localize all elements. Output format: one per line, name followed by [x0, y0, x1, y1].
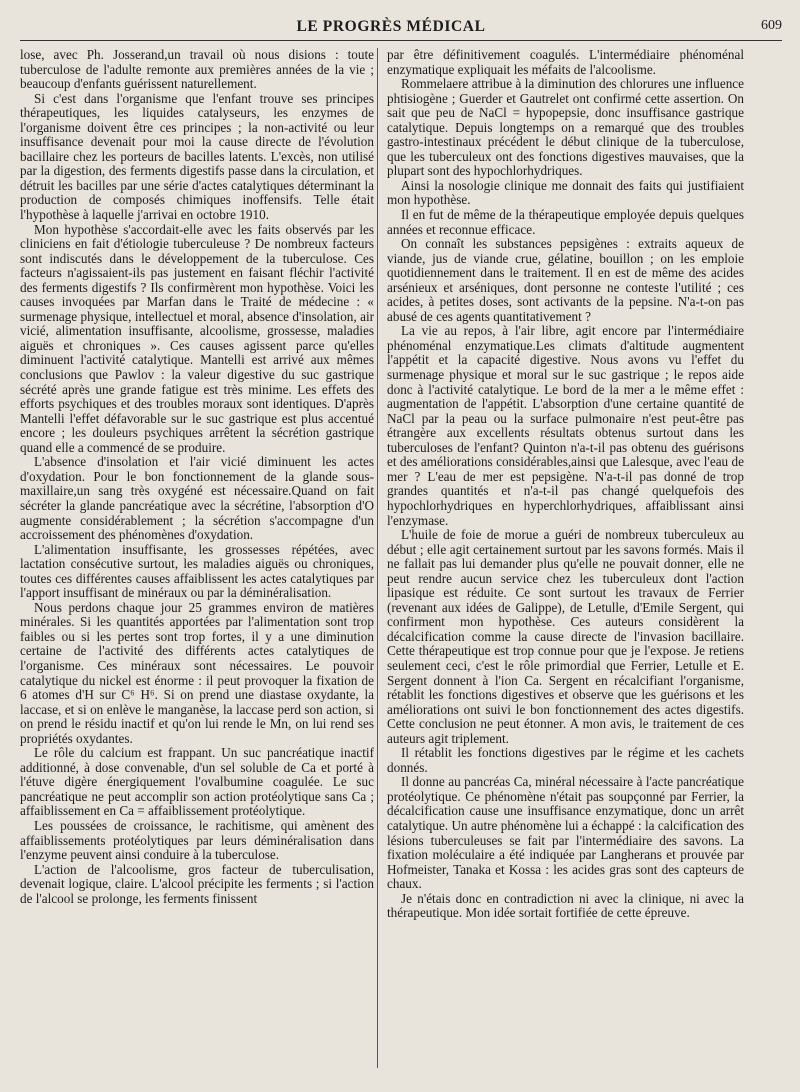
paragraph: La vie au repos, à l'air libre, agit encore par l'intermédiaire phénoménal enzymatique.Les climats d'altitude augmentent l'appétit et la capacité digestive. Nous avons vu l'effet du surmenage physique et moral sur le suc gastrique ; le repos aide donc à l'activité catalytique. Le bord de la mer a le même effet : augmentation de l'appétit. L'absorption d'une certaine quantité de NaCl par la peau ou la surface pulmonaire n'est peut-être pas étrangère aux excellents résultats obtenus surtout dans les tuberculoses de l'enfant? Quinton n'a-t-il pas obtenu des guérisons et des améliorations considérables,ainsi que Lalesque, avec l'eau de mer ? L'eau de mer est pepsigène. N'a-t-il pas donné de trop grandes quantités et n'a-t-il pas changé quelquefois des hypochlorhydriques en hyperchlorhydriques, affaiblissant ainsi l'enzymase.	[387, 323, 744, 528]
journal-title: LE PROGRÈS MÉDICAL	[296, 18, 486, 35]
paragraph: Le rôle du calcium est frappant. Un suc pancréatique inactif additionné, à dose convenable, d'un sel soluble de Ca et porté à l'étuve digère énergiquement l'ovalbumine coagulée. Le suc pancréatique ne peut accomplir son action protéolytique sans Ca ; affaiblissement en Ca = affaiblissement protéolytique.	[20, 745, 374, 819]
paragraph: Rommelaere attribue à la diminution des chlorures une influence phtisiogène ; Guerder et Gautrelet ont confirmé cette assertion. On sait que peu de NaCl = hypopepsie, donc insuffisance gastrique catalytique. Depuis longtemps on a remarqué que des troubles gastro-intestinaux précédent le début clinique de la tuberculose, que les tuberculeux ont des fonctions digestives mauvaises, que la plupart sont des hypochlorhydriques.	[387, 76, 744, 179]
right-column	[387, 48, 744, 1078]
paragraph: lose, avec Ph. Josserand,un travail où nous disions : toute tuberculose de l'adulte remonte aux premières années de la vie ; beaucoup d'enfants guérissent naturellement.	[20, 48, 374, 92]
paragraph: L'absence d'insolation et l'air vicié diminuent les actes d'oxydation. Pour le bon fonctionnement de la glande sous-maxillaire,un sang très oxygéné est nécessaire.Quand on fait sécréter la glande pancréatique avec la sécrétine, l'absorption d'O augmente considérablement ; la sécrétion s'accompagne d'un accroissement des phénomènes d'oxydation.	[20, 454, 374, 543]
paragraph: Les poussées de croissance, le rachitisme, qui amènent des affaiblissements protéolytiques par leurs déminéralisation dans l'enzyme peuvent ainsi conduire à la tuberculose.	[20, 817, 374, 863]
paragraph: Si c'est dans l'organisme que l'enfant trouve ses principes thérapeutiques, les liquides catalyseurs, les enzymes de l'organisme doivent être ces principes ; la non-activité ou leur insuffisance devenait pour moi la cause directe de l'évolution bacillaire chez les porteurs de bacilles latents. L'excès, non utilisé par la digestion, des ferments digestifs passe dans la circulation, et détruit les bacilles par une série d'actes catalytiques déterminant la production de composés chimiques inoffensifs. Telle était l'hypothèse à laquelle j'arrivai en octobre 1910.	[20, 90, 374, 223]
left-column	[20, 48, 374, 1078]
header-rule	[20, 40, 782, 41]
paragraph: L'alimentation insuffisante, les grossesses répétées, avec lactation consécutive surtout, les maladies aiguës ou chroniques, toutes ces différentes causes affaiblissent les actes catalytiques par l'apport insuffisant de minéraux ou par la déminéralisation.	[20, 541, 374, 601]
paragraph: L'huile de foie de morue a guéri de nombreux tuberculeux au début ; elle agit certainement surtout par les savons formés. Mais il ne fallait pas lui demander plus qu'elle ne pouvait donner, elle ne peut rendre aucun service chez les tuberculeux dont l'action lipasique est réduite. Ce sont surtout les travaux de Ferrier (revenant aux idées de Galippe), de Letulle, d'Emile Sergent, qui confirment mon hypothèse. Ces auteurs considèrent la décalcification comme la cause directe de l'invasion bacillaire. Cette thérapeutique est trop connue pour que je l'expose. Je retiens seulement ceci, c'est le rôle primordial que Ferrier, Letulle et E. Sergent donnent à l'ion Ca. Sergent en récalcifiant l'organisme, rétablit les fonctions digestives et observe que les guérisons et les améliorations ont suivi le bon fonctionnement des actes digestifs. Cette conclusion ne peut étonner. A mon avis, le traitement de ces auteurs agit triplement.	[387, 527, 744, 746]
running-header	[20, 16, 782, 44]
paragraph: L'action de l'alcoolisme, gros facteur de tuberculisation, devenait logique, claire. L'alcool précipite les ferments ; si l'action de l'alcool se prolonge, les ferments finissent	[20, 861, 374, 906]
paragraph: Mon hypothèse s'accordait-elle avec les faits observés par les cliniciens en fait d'étiologie tuberculeuse ? De nombreux facteurs sont indiscutés dans le développement de la tuberculose. Ces facteurs n'agissaient-ils pas justement en faisant fléchir l'activité des ferments digestifs ? Ils confirmèrent mon hypothèse. Voici les causes invoquées par Marfan dans le Traité de médecine : « surmenage physique, intellectuel et moral, absence d'insolation, air vicié, alimentation insuffisante, alcoolisme, grossesse, maladies aiguës et chroniques ». Ces causes agissent parce qu'elles diminuent l'activité catalytique. Mantelli est arrivé aux mêmes conclusions que Pawlov : la valeur digestive du suc gastrique sécrété après une grande fatigue est très minime. Les effets des efforts psychiques et des troubles moraux sont identiques. D'après Mantelli l'effet défavorable sur le suc gastrique est plus accentué encore ; les douleurs psychiques arrêtent la sécrétion gastrique quand elle a commencé de se produire.	[20, 221, 374, 455]
paragraph: Nous perdons chaque jour 25 grammes environ de matières minérales. Si les quantités apportées par l'alimentation sont trop faibles ou si les pertes sont trop fortes, il y a une diminution certaine de l'activité des différents actes catalytiques de l'organisme. Ces minéraux sont nécessaires. Le pouvoir catalytique du nickel est énorme : il peut provoquer la fixation de 6 atomes d'H sur C⁶ H⁶. Si on prend une diastase oxydante, la laccase, et si on enlève le manganèse, la laccase perd son action, si on prend le résidu inactif et qu'on lui rende le Mn, on lui rend ses propriétés oxydantes.	[20, 599, 374, 746]
paragraph: Il en fut de même de la thérapeutique employée depuis quelques années et reconnue efficace.	[387, 207, 744, 237]
paragraph: Il rétablit les fonctions digestives par le régime et les cachets donnés.	[387, 745, 744, 775]
paragraph: Ainsi la nosologie clinique me donnait des faits qui justifiaient mon hypothèse.	[387, 177, 744, 208]
paragraph: On connaît les substances pepsigènes : extraits aqueux de viande, jus de viande crue, gélatine, bouillon ; on les emploie quotidiennement dans le traitement. Il en est de même des acides arsénieux et arséniques, dont personne ne conteste l'utilité ; ces acides, à petites doses, sont activants de la pepsine. N'a-t-on pas abusé de ces agents quantitativement ?	[387, 236, 744, 324]
paragraph: Je n'étais donc en contradiction ni avec la clinique, ni avec la thérapeutique. Mon idée sortait fortifiée de cette épreuve.	[387, 890, 744, 921]
column-divider	[377, 48, 378, 1068]
page-number: 609	[761, 18, 782, 33]
paragraph: par être définitivement coagulés. L'intermédiaire phénoménal enzymatique expliquait les méfaits de l'alcoolisme.	[387, 48, 744, 77]
paragraph: Il donne au pancréas Ca, minéral nécessaire à l'acte pancréatique protéolytique. Ce phénomène n'était pas soupçonné par Ferrier, la décalcification cause une insuffisance enzymatique, donc un arrêt catalytique. Un autre phénomène lui a échappé : la calcification des lésions tuberculeuses se fait par l'intermédiaire des savons. La fixation moléculaire a été indiquée par Langherans et prouvée par Hofmeister, Tanaka et Kossa : les acides gras sont des capteurs de chaux.	[387, 774, 744, 892]
